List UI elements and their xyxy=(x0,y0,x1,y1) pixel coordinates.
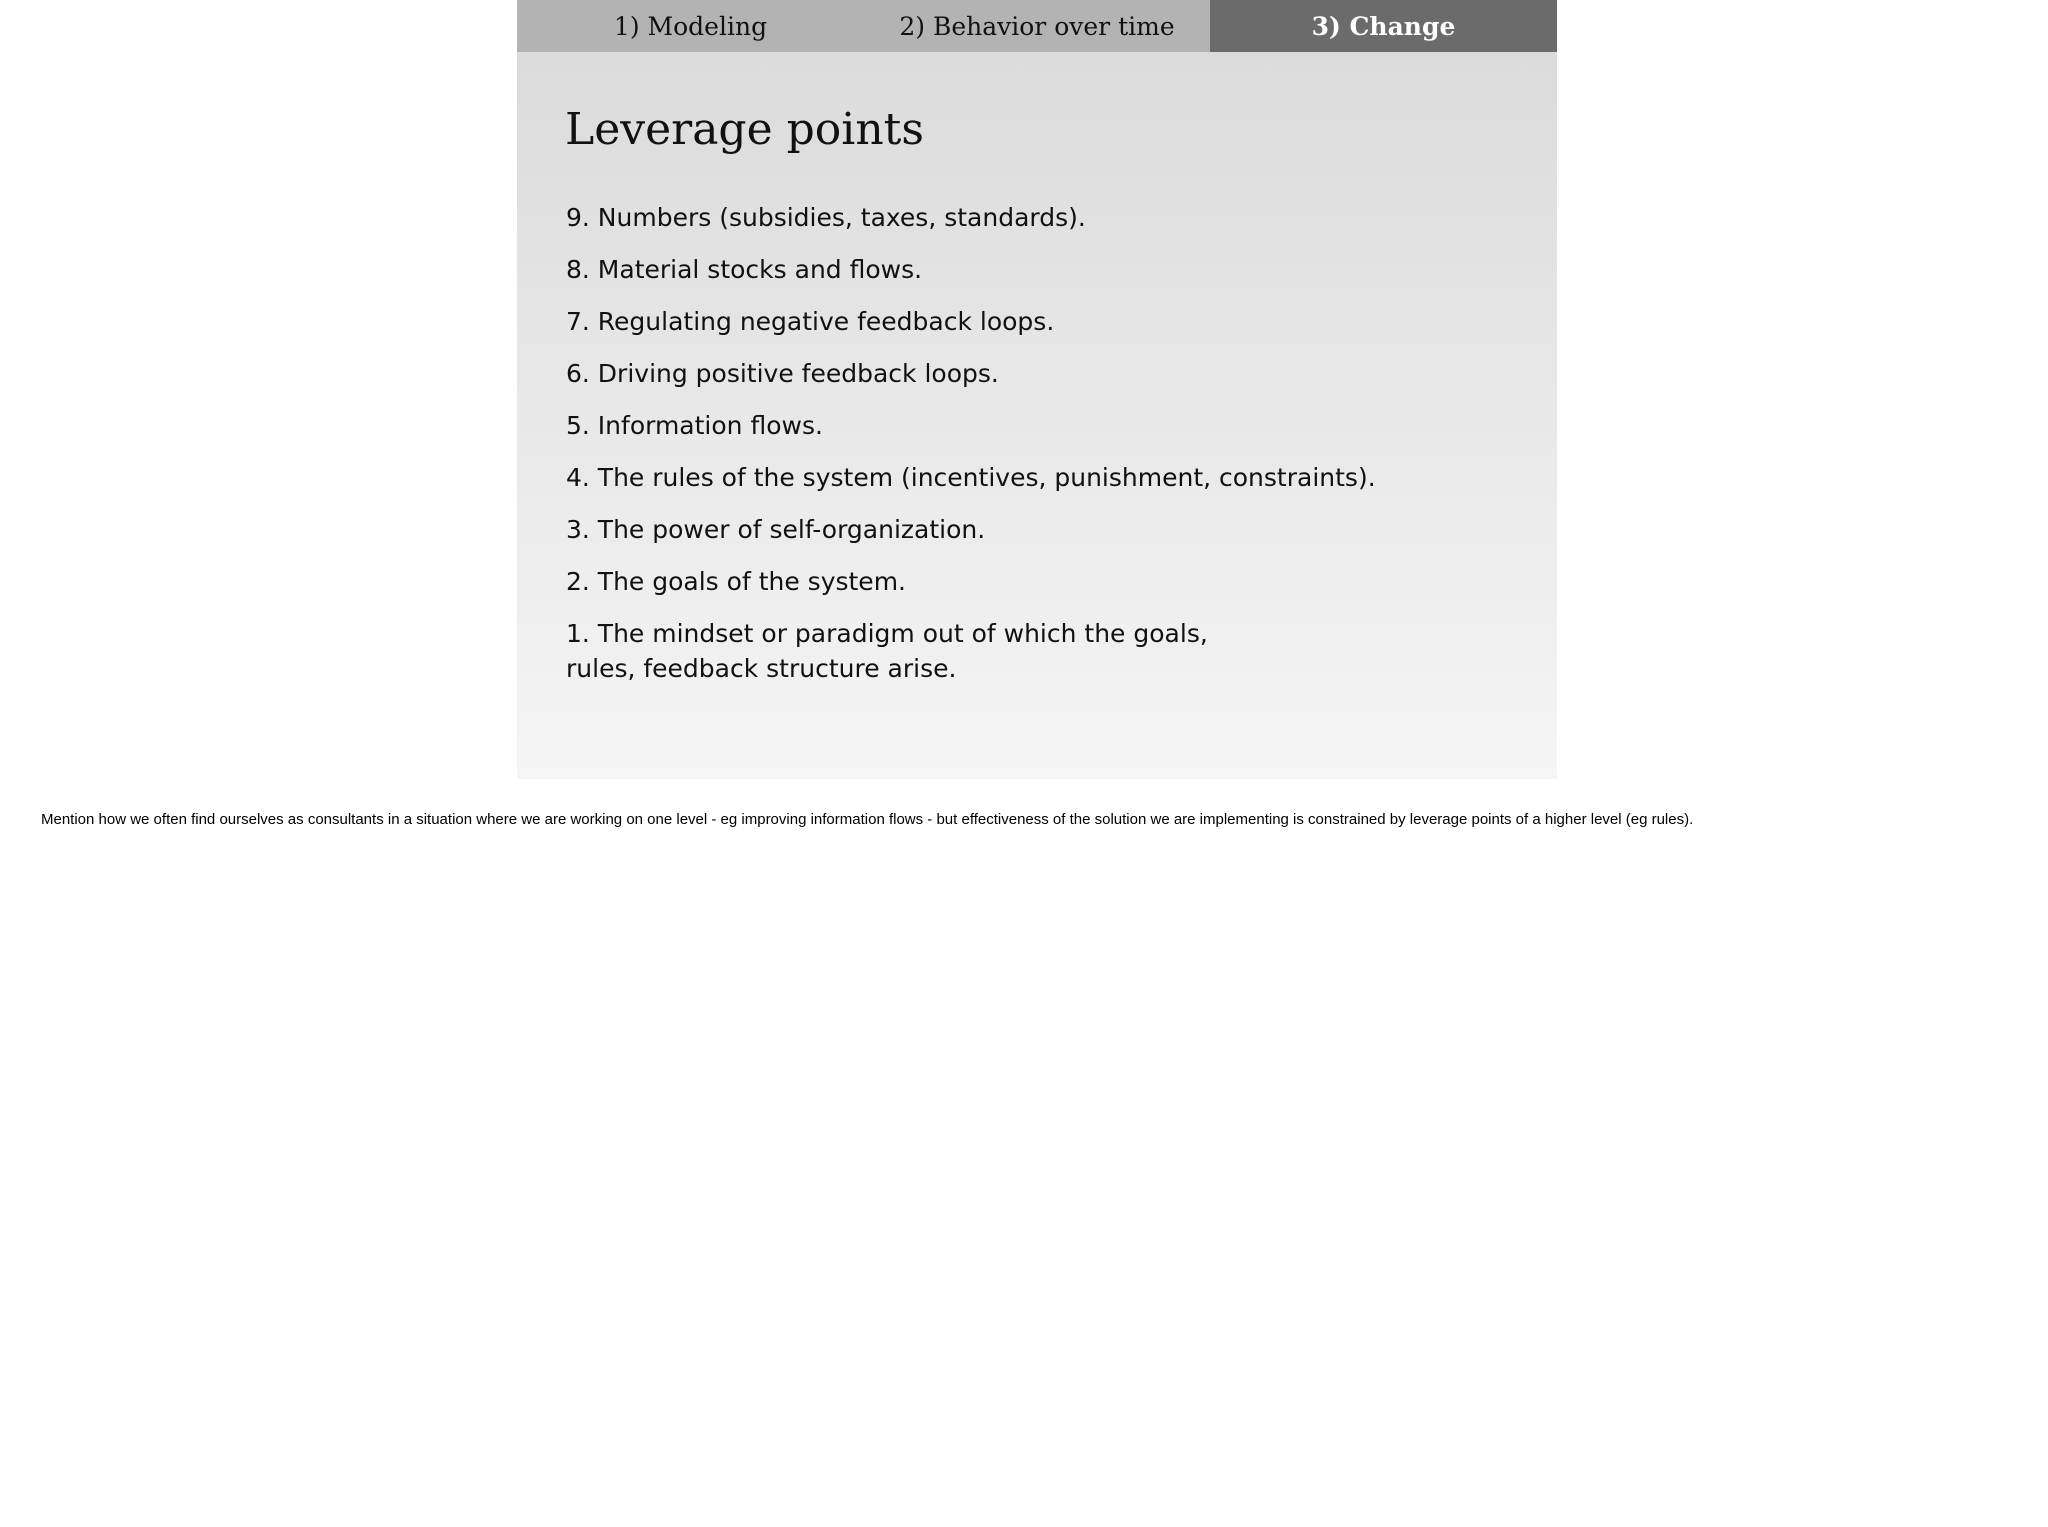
tab-modeling[interactable]: 1) Modeling xyxy=(517,0,864,52)
list-item: 9. Numbers (subsidies, taxes, standards). xyxy=(566,203,1086,232)
list-item: 8. Material stocks and flows. xyxy=(566,255,923,284)
section-tabs xyxy=(517,0,1557,52)
list-item: 7. Regulating negative feedback loops. xyxy=(566,307,1055,336)
list-item: 4. The rules of the system (incentives, punishment, constraints). xyxy=(566,463,1376,492)
tab-behavior-over-time[interactable]: 2) Behavior over time xyxy=(864,0,1210,52)
list-item: 6. Driving positive feedback loops. xyxy=(566,359,999,388)
list-item: 1. The mindset or paradigm out of which the goals, rules, feedback structure arise. xyxy=(566,619,1208,683)
slide-title: Leverage points xyxy=(565,104,924,155)
list-item: 2. The goals of the system. xyxy=(566,567,906,596)
list-item: 5. Information flows. xyxy=(566,411,823,440)
speaker-notes: Mention how we often find ourselves as consultants in a situation where we are working on one level - eg improving information flows - but effectiveness of the solution we are implementing is constrained by leverage points of a higher level (eg rules). xyxy=(41,811,1694,828)
slide xyxy=(517,0,1557,779)
tab-change[interactable]: 3) Change xyxy=(1210,0,1557,52)
leverage-points-list xyxy=(566,200,1376,686)
list-item: 3. The power of self-organization. xyxy=(566,515,986,544)
